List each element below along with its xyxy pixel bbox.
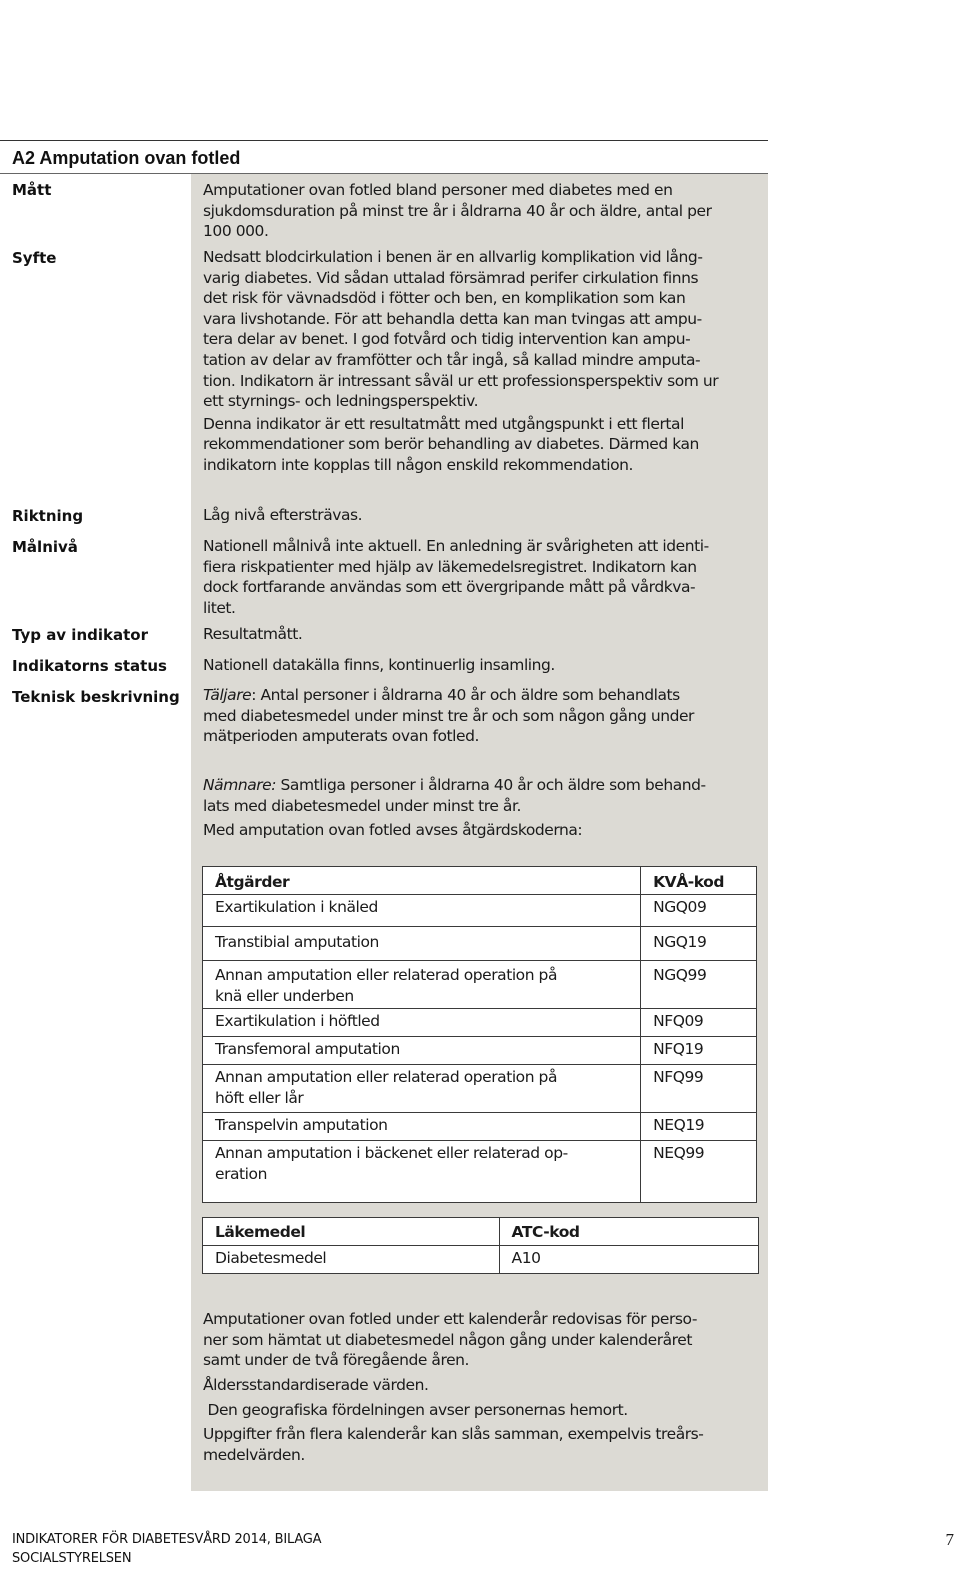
table-row bbox=[203, 1141, 757, 1203]
text-line: 100 000. bbox=[203, 222, 269, 241]
section-title: A2 Amputation ovan fotled bbox=[12, 148, 241, 168]
taljare-text bbox=[203, 685, 763, 747]
text-line: varig diabetes. Vid sådan uttalad försämrad perifer cirkulation finns bbox=[203, 268, 699, 287]
table-cell: Transpelvin amputation bbox=[203, 1113, 641, 1141]
namnare-label: Nämnare: bbox=[203, 776, 277, 794]
table-cell: Transfemoral amputation bbox=[203, 1037, 641, 1065]
label-status: Indikatorns status bbox=[12, 657, 167, 675]
text-line: Denna indikator är ett resultatmått med utgångspunkt i ett flertal bbox=[203, 414, 684, 433]
text-line: fiera riskpatienter med hjälp av läkemedelsregistret. Indikatorn kan bbox=[203, 557, 697, 576]
taljare-label: Täljare bbox=[203, 686, 252, 704]
text-line: tation av delar av framfötter och tår ingå, så kallad mindre amputa- bbox=[203, 350, 701, 369]
table-header-row bbox=[203, 867, 757, 895]
text-line: med diabetesmedel under minst tre år och som någon gång under bbox=[203, 706, 694, 725]
table-cell: NGQ99 bbox=[641, 961, 757, 1009]
malniva-text bbox=[203, 536, 763, 618]
label-teknisk: Teknisk beskrivning bbox=[12, 688, 180, 706]
text-line: tion. Indikatorn är intressant såväl ur ett professionsperspektiv som ur bbox=[203, 371, 719, 390]
lakemedel-table bbox=[202, 1217, 759, 1274]
table-row bbox=[203, 1113, 757, 1141]
table-cell: A10 bbox=[499, 1246, 758, 1274]
table-row bbox=[203, 1009, 757, 1037]
page-number: 7 bbox=[945, 1530, 954, 1549]
label-riktning: Riktning bbox=[12, 507, 84, 525]
table-cell: Transtibial amputation bbox=[203, 927, 641, 961]
syfte-text bbox=[203, 247, 763, 476]
table-row bbox=[203, 961, 757, 1009]
typ-text: Resultatmått. bbox=[203, 625, 303, 643]
table-header-row bbox=[203, 1218, 759, 1246]
table-cell: NFQ99 bbox=[641, 1065, 757, 1113]
status-text: Nationell datakälla finns, kontinuerlig insamling. bbox=[203, 656, 555, 674]
label-malniva: Målnivå bbox=[12, 538, 78, 556]
text-line: ett styrnings- och ledningsperspektiv. bbox=[203, 392, 479, 411]
text-line: lats med diabetesmedel under minst tre år. bbox=[203, 796, 521, 815]
table-cell: Annan amputation i bäckenet eller relaterad op- eration bbox=[203, 1141, 641, 1203]
table-cell: Exartikulation i knäled bbox=[203, 895, 641, 927]
footer-title: INDIKATORER FÖR DIABETESVÅRD 2014, BILAGA bbox=[12, 1532, 322, 1547]
table-cell: NEQ19 bbox=[641, 1113, 757, 1141]
alder-text: Åldersstandardiserade värden. bbox=[203, 1376, 429, 1394]
text-line: Täljare: Antal personer i åldrarna 40 år och äldre som behandlats bbox=[203, 686, 680, 704]
text-line: Amputationer ovan fotled bland personer med diabetes med en bbox=[203, 181, 673, 199]
text-line: Amputationer ovan fotled under ett kalenderår redovisas för perso- bbox=[203, 1310, 698, 1328]
table-header: Åtgärder bbox=[203, 867, 641, 895]
table-row bbox=[203, 1065, 757, 1113]
table-cell: NGQ09 bbox=[641, 895, 757, 927]
namnare-text bbox=[203, 775, 763, 816]
uppgifter-text bbox=[203, 1424, 763, 1465]
top-rule bbox=[0, 140, 768, 141]
footer-publisher: SOCIALSTYRELSEN bbox=[12, 1551, 132, 1566]
table-header: ATC-kod bbox=[499, 1218, 758, 1246]
label-syfte: Syfte bbox=[12, 249, 57, 267]
table-cell: Annan amputation eller relaterad operation på höft eller lår bbox=[203, 1065, 641, 1113]
table-row bbox=[203, 1246, 759, 1274]
label-matt: Mått bbox=[12, 181, 52, 199]
text-line: Nationell målnivå inte aktuell. En anledning är svårigheten att identi- bbox=[203, 537, 709, 555]
table-row bbox=[203, 1037, 757, 1065]
text-line: dock fortfarande användas som ett övergripande mått på vårdkva- bbox=[203, 578, 696, 597]
table-row bbox=[203, 927, 757, 961]
text-line: medelvärden. bbox=[203, 1445, 305, 1464]
table-cell: NFQ19 bbox=[641, 1037, 757, 1065]
closing-text bbox=[203, 1309, 763, 1371]
text-line: vara livshotande. För att behandla detta kan man tvingas att ampu- bbox=[203, 309, 702, 328]
text-line: samt under de två föregående åren. bbox=[203, 1351, 470, 1370]
table-header: Läkemedel bbox=[203, 1218, 500, 1246]
text-line: Uppgifter från flera kalenderår kan slås samman, exempelvis treårs- bbox=[203, 1425, 704, 1443]
text-line: rekommendationer som berör behandling av diabetes. Därmed kan bbox=[203, 435, 699, 454]
text-line: mätperioden amputerats ovan fotled. bbox=[203, 727, 479, 746]
atgard-table bbox=[202, 866, 757, 1203]
table-cell: Exartikulation i höftled bbox=[203, 1009, 641, 1037]
geo-text: Den geografiska fördelningen avser personernas hemort. bbox=[203, 1401, 628, 1419]
text-line: sjukdomsduration på minst tre år i åldrarna 40 år och äldre, antal per bbox=[203, 201, 712, 220]
table-cell: NEQ99 bbox=[641, 1141, 757, 1203]
matt-text bbox=[203, 180, 763, 242]
text-line: det risk för vävnadsdöd i fötter och ben, en komplikation som kan bbox=[203, 289, 686, 308]
table-row bbox=[203, 895, 757, 927]
table-cell: Annan amputation eller relaterad operation på knä eller underben bbox=[203, 961, 641, 1009]
text-line: Nämnare: Samtliga personer i åldrarna 40 år och äldre som behand- bbox=[203, 776, 706, 794]
text-line: Nedsatt blodcirkulation i benen är en allvarlig komplikation vid lång- bbox=[203, 248, 703, 266]
riktning-text: Låg nivå eftersträvas. bbox=[203, 506, 363, 524]
text-line: ner som hämtat ut diabetesmedel någon gång under kalenderåret bbox=[203, 1330, 692, 1349]
text-line: tera delar av benet. I god fotvård och tidig intervention kan ampu- bbox=[203, 330, 691, 349]
table-cell: NGQ19 bbox=[641, 927, 757, 961]
table-header: KVÅ-kod bbox=[641, 867, 757, 895]
label-typ: Typ av indikator bbox=[12, 626, 148, 644]
text-line: indikatorn inte kopplas till någon enskild rekommendation. bbox=[203, 455, 633, 474]
table-cell: Diabetesmedel bbox=[203, 1246, 500, 1274]
atgard-intro: Med amputation ovan fotled avses åtgärdskoderna: bbox=[203, 821, 583, 839]
text-line: litet. bbox=[203, 598, 236, 617]
table-cell: NFQ09 bbox=[641, 1009, 757, 1037]
